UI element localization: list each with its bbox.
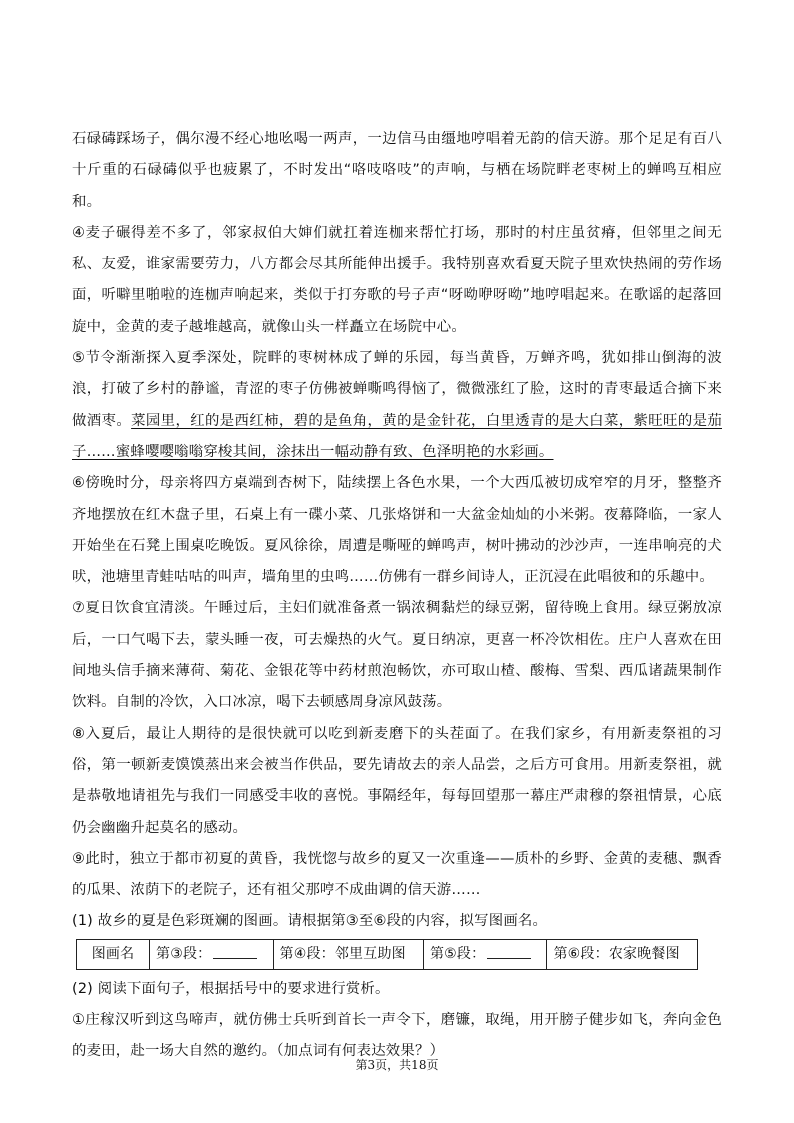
paragraph-4: ④麦子碾得差不多了，邻家叔伯大婶们就扛着连枷来帮忙打场，那时的村庄虽贫瘠，但邻里之间无私、友爱，谁家需要劳力，八方都会尽其所能伸出援手。我特别喜欢看夏天院子里欢快热闹的劳作场面，听噼里啪啦的连枷声响起来，类似于打夯歌的号子声“呀呦咿呀呦”地哼唱起来。在歌谣的起落回旋中，金黄的麦子越堆越高，就像山头一样矗立在场院中心。 bbox=[72, 224, 722, 335]
question-1: (1) 故乡的夏是色彩斑斓的图画。请根据第③至⑥段的内容，拟写图画名。 bbox=[72, 913, 548, 930]
cell-para4: 第④段：邻里互助图 bbox=[273, 939, 423, 969]
page-footer: 第3页，共18页 bbox=[355, 1058, 439, 1072]
cell-para6: 第⑥段：农家晚餐图 bbox=[547, 939, 698, 969]
question-2-item-1: ①庄稼汉听到这鸟啼声，就仿佛士兵听到首长一声令下，磨镰，取绳，用开膀子健步如飞，奔向金色的麦田，赴一场大自然的邀约。（加点词有何表达效果？） bbox=[72, 1012, 722, 1060]
paragraph-8: ⑧入夏后，最让人期待的是很快就可以吃到新麦磨下的头茬面了。在我们家乡，有用新麦祭祖的习俗，第一顿新麦馍馍蒸出来会被当作供品，要先请故去的亲人品尝，之后方可食用。用新麦祭祖，就是恭敬地请祖先与我们一同感受丰收的喜悦。事隔经年，每每回望那一幕庄严肃穆的祭祖情景，心底仍会幽幽升起莫名的感动。 bbox=[72, 725, 722, 836]
document-body bbox=[72, 124, 722, 1068]
cell-para3-label: 第③段： bbox=[156, 945, 212, 962]
cell-para5[interactable] bbox=[423, 939, 547, 969]
table-row bbox=[77, 939, 698, 969]
cell-para3[interactable] bbox=[150, 939, 274, 969]
question-2: (2) 阅读下面句子，根据括号中的要求进行赏析。 bbox=[72, 980, 390, 997]
paragraph-5 bbox=[72, 343, 722, 468]
paragraph-7: ⑦夏日饮食宜清淡。午睡过后，主妇们就准备煮一锅浓稠黏烂的绿豆粥，留待晚上食用。绿豆粥放凉后，一口气喝下去，蒙头睡一夜，可去燥热的火气。夏日纳凉，更喜一杯冷饮相佐。庄户人喜欢在田间地头信手摘来薄荷、菊花、金银花等中药材煎泡畅饮，亦可取山楂、酸梅、雪梨、西瓜诸蔬果制作饮料。自制的冷饮，入口冰凉，喝下去顿感周身凉风鼓荡。 bbox=[72, 600, 722, 711]
paragraph-3-continued: 石碌碡踩场子，偶尔漫不经心地吆喝一两声，一边信马由缰地哼唱着无韵的信天游。那个足足有百八十斤重的石碌碡似乎也疲累了，不时发出“咯吱咯吱”的声响，与栖在场院畔老枣树上的蝉鸣互相应和。 bbox=[72, 131, 722, 210]
paragraph-5-text: ⑤节令渐渐探入夏季深处，院畔的枣树林成了蝉的乐园，每当黄昏，万蝉齐鸣，犹如排山倒海的波浪，打破了乡村的静谧，青涩的枣子仿佛被蝉嘶鸣得恼了，微微涨红了脸，这时的青枣最适合摘下来做酒枣。 bbox=[72, 350, 722, 429]
paragraph-9: ⑨此时，独立于都市初夏的黄昏，我恍惚与故乡的夏又一次重逢——质朴的乡野、金黄的麦穗、飘香的瓜果、浓荫下的老院子，还有祖父那哼不成曲调的信天游…… bbox=[72, 850, 722, 899]
paragraph-5-underlined-sentence: 菜园里，红的是西红柿，碧的是鱼角，黄的是金针花，白里透青的是大白菜，紫旺旺的是茄子……蜜蜂嘤嘤嗡嗡穿梭其间，涂抹出一幅动静有致、色泽明艳的水彩画。 bbox=[72, 412, 722, 460]
table-head-cell: 图画名 bbox=[77, 939, 150, 969]
answer-blank-para3[interactable] bbox=[213, 944, 257, 959]
cell-para5-label: 第⑤段： bbox=[429, 945, 486, 962]
paragraph-6: ⑥傍晚时分，母亲将四方桌端到杏树下，陆续摆上各色水果，一个大西瓜被切成窄窄的月牙，整整齐齐地摆放在红木盘子里，石桌上有一碟小菜、几张烙饼和一大盆金灿灿的小米粥。夜幕降临，一家人开始坐在石凳上围桌吃晚饭。夏风徐徐，周遭是嘶哑的蝉鸣声，树叶拂动的沙沙声，一连串响亮的犬吠，池塘里青蛙咕咕的叫声，墙角里的虫鸣……仿佛有一群乡间诗人，正沉浸在此唱彼和的乐趣中。 bbox=[72, 475, 722, 586]
picture-name-table bbox=[76, 939, 698, 970]
answer-blank-para5[interactable] bbox=[487, 944, 531, 959]
